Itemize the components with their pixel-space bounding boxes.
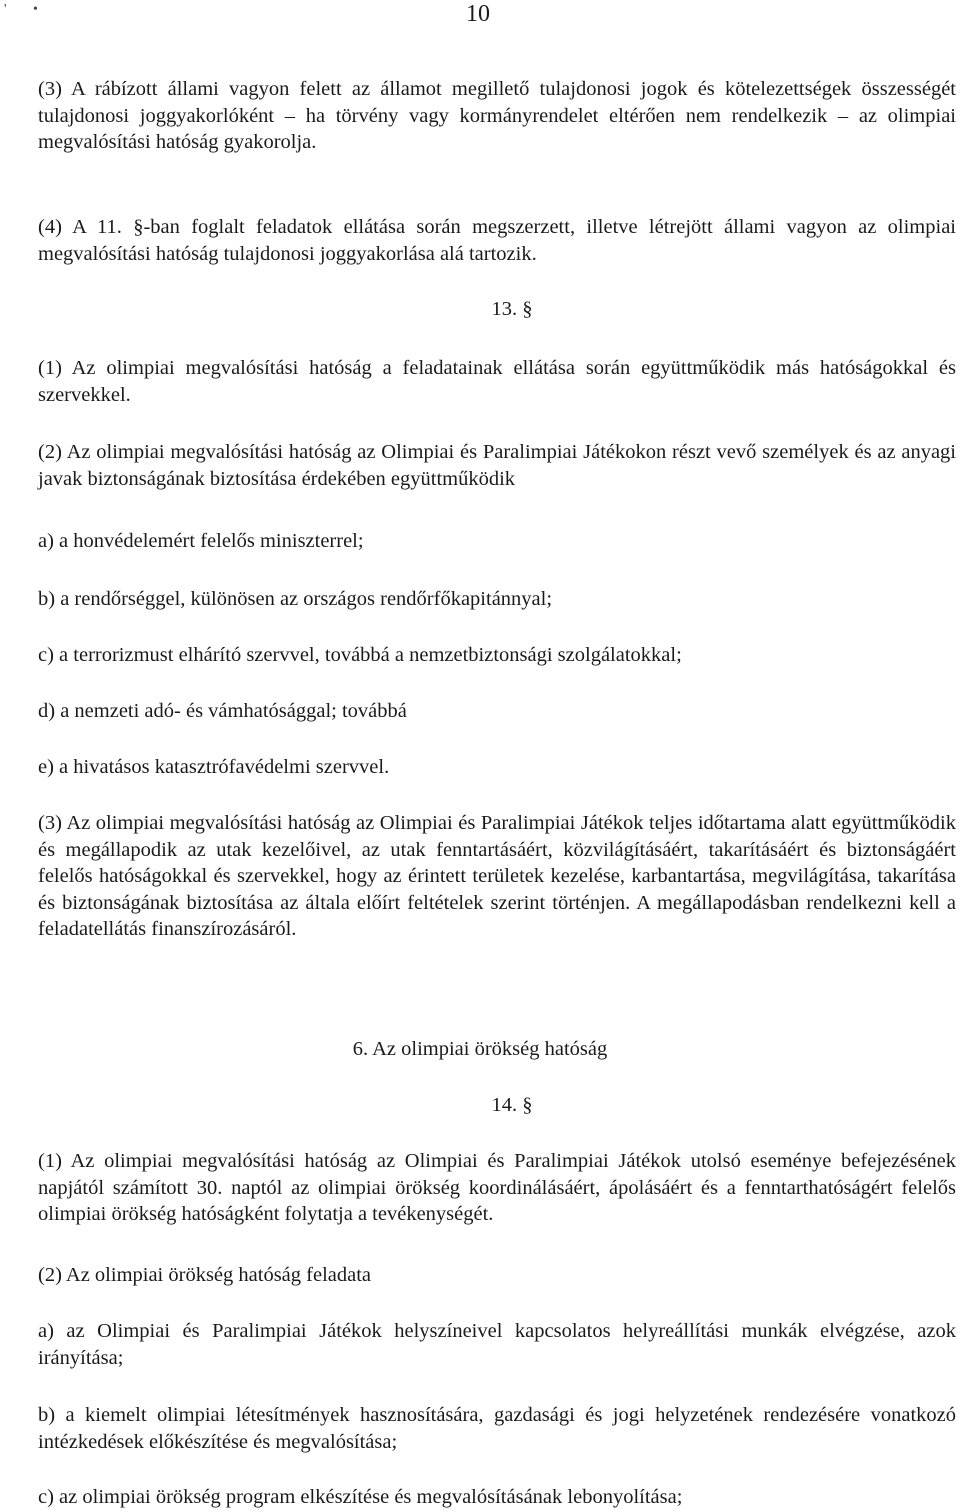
list-item-13-2-b: b) a rendőrséggel, különösen az országos rendőrfőkapitánnyal; [38, 588, 553, 610]
paragraph-13-1: (1) Az olimpiai megvalósítási hatóság a feladatainak ellátása során együttműködik más hatóságokkal és szervekkel. [38, 357, 956, 406]
page-number: 10 [466, 1, 490, 27]
chapter-6-heading: 6. Az olimpiai örökség hatóság [352, 1038, 608, 1060]
paragraph-13-3: (3) Az olimpiai megvalósítási hatóság az Olimpiai és Paralimpiai Játékok teljes időtartama alatt együttműködik és megállapodik az utak kezelőivel, az utak fenntartásáért, közvilágításáért, takarításáért és biztonságáért felelős hatóságokkal és szervekkel, hogy az érintett területek kezelése, karbantartása, megvilágítása, takarítása és biztonságának biztosítása az általa előírt feltételek szerint történjen. A megállapodásban rendelkezni kell a feladatellátás finanszírozásáról. [38, 812, 956, 940]
paragraph-14-2: (2) Az olimpiai örökség hatóság feladata [38, 1264, 372, 1286]
list-item-14-2-b: b) a kiemelt olimpiai létesítmények hasznosítására, gazdasági és jogi helyzetének rendezésére vonatkozó intézkedések előkészítése és megvalósítása; [38, 1404, 956, 1453]
scan-mark: ' [4, 2, 7, 17]
list-item-13-2-c: c) a terrorizmust elhárító szervvel, továbbá a nemzetbiztonsági szolgálatokkal; [38, 644, 682, 666]
list-item-14-2-a: a) az Olimpiai és Paralimpiai Játékok helyszíneivel kapcsolatos helyreállítási munkák elvégzése, azok irányítása; [38, 1320, 956, 1369]
paragraph-13-2: (2) Az olimpiai megvalósítási hatóság az Olimpiai és Paralimpiai Játékokon részt vevő személyek és az anyagi javak biztonságának biztosítása érdekében együttműködik [38, 441, 956, 490]
paragraph-14-1: (1) Az olimpiai megvalósítási hatóság az Olimpiai és Paralimpiai Játékok utolsó eseménye befejezésének napjától számított 30. naptól az olimpiai örökség koordinálásáért, ápolásáért és a fenntarthatóságért felelős olimpiai örökség hatóságként folytatja a tevékenységét. [38, 1150, 956, 1225]
paragraph-12-4: (4) A 11. §-ban foglalt feladatok ellátása során megszerzett, illetve létrejött állami vagyon az olimpiai megvalósítási hatóság tulajdonosi joggyakorlása alá tartozik. [38, 216, 956, 265]
list-item-13-2-e: e) a hivatásos katasztrófavédelmi szervvel. [38, 756, 390, 778]
paragraph-12-3: (3) A rábízott állami vagyon felett az államot megillető tulajdonosi jogok és kötelezettségek összességét tulajdonosi joggyakorlóként – ha törvény vagy kormányrendelet eltérően nem rendelkezik – az olimpiai megvalósítási hatóság gyakorolja. [38, 78, 956, 153]
section-14-heading: 14. § [491, 1094, 533, 1116]
list-item-14-2-c: c) az olimpiai örökség program elkészítése és megvalósításának lebonyolítása; [38, 1486, 683, 1508]
scan-mark: • [33, 2, 38, 17]
list-item-13-2-a: a) a honvédelemért felelős miniszterrel; [38, 530, 364, 552]
list-item-13-2-d: d) a nemzeti adó- és vámhatósággal; továbbá [38, 700, 407, 722]
section-13-heading: 13. § [491, 298, 533, 320]
